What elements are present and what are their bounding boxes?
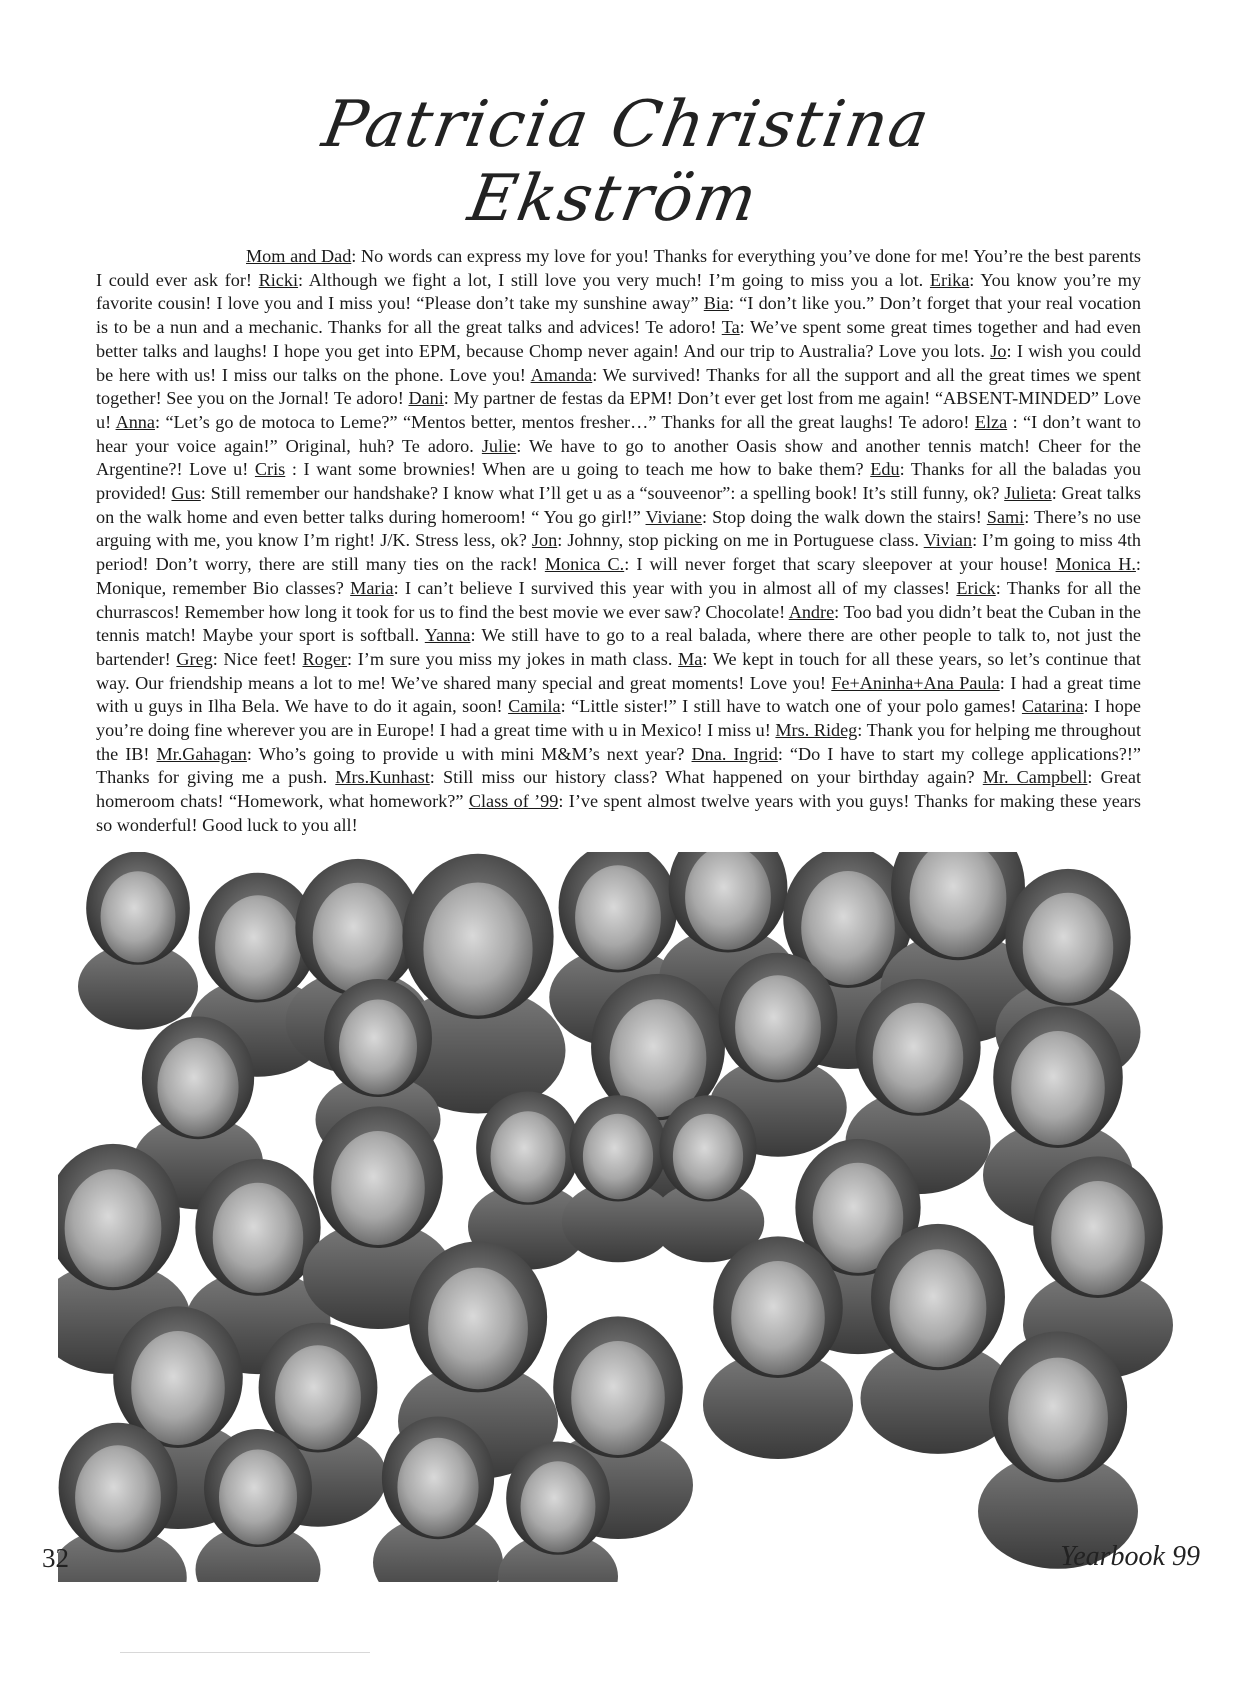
dedication-name: Monica C. bbox=[544, 554, 625, 575]
portrait-photo bbox=[652, 1095, 765, 1262]
photo-collage bbox=[58, 852, 1178, 1582]
dedication-name: Mrs. Rideg bbox=[775, 720, 858, 741]
dedication-message: : I want some brownies! When are u going to teach me how to bake them? bbox=[285, 459, 871, 480]
dedication-name: Camila bbox=[508, 696, 561, 717]
dedication-message: : Monique, remember Bio classes? bbox=[96, 554, 1141, 598]
dedication-name: Amanda bbox=[530, 364, 593, 385]
dedication-message: : I’ve spent almost twelve years with you guys! Thanks for making these years so wonderful! Good luck to you all! bbox=[96, 791, 1141, 835]
dedication-message: : Stop doing the walk down the stairs! bbox=[702, 506, 987, 527]
portrait-photo bbox=[978, 1331, 1138, 1568]
dedication-name: Gus bbox=[171, 483, 201, 504]
dedication-name: Dani bbox=[408, 388, 444, 409]
dedication-name: Erick bbox=[956, 577, 996, 598]
dedication-name: Ricki bbox=[258, 269, 299, 290]
page-title: Patricia Christina Ekström bbox=[317, 88, 936, 236]
dedication-message: : “Little sister!” I still have to watch one of your polo games! bbox=[560, 696, 1022, 717]
dedication-message: : I had a great time with u guys in Ilha Bela. We have to do it again, soon! bbox=[96, 672, 1141, 717]
dedication-name: Edu bbox=[870, 459, 900, 480]
dedication-name: Sami bbox=[986, 506, 1025, 527]
dedication-message: : I’m sure you miss my jokes in math class. bbox=[346, 648, 679, 669]
dedication-name: Julie bbox=[481, 435, 517, 456]
dedication-message: : No words can express my love for you! Thanks for everything you’ve done for me! You’re the best parents I could ever ask for! bbox=[96, 246, 1141, 290]
dedication-message: : I can’t believe I survived this year with you in almost all of my classes! bbox=[393, 577, 957, 598]
dedication-message: : Great homeroom chats! “Homework, what homework?” bbox=[96, 767, 1141, 812]
dedication-message: : “I don’t like you.” Don’t forget that your real vocation is to be a nun and a mechanic. Thanks for all the great talks and advices! Te adoro! bbox=[96, 293, 1141, 338]
dedication-message: : Thank you for helping me throughout the IB! bbox=[96, 720, 1141, 764]
dedication-text bbox=[96, 245, 1141, 838]
dedication-message: : Still remember our handshake? I know what I’ll get u as a “souveenor”: a spelling book! It’s still funny, ok? bbox=[200, 483, 1005, 504]
dedication-name: Mom and Dad bbox=[246, 246, 352, 266]
dedication-message: : I hope you’re doing fine wherever you are in Europe! I had a great time with u in Mexico! I miss u! bbox=[96, 696, 1141, 741]
dedication-message: : There’s no use arguing with me, you know I’m right! J/K. Stress less, ok? bbox=[96, 506, 1141, 551]
footer-label: Yearbook 99 bbox=[1060, 1541, 1200, 1572]
dedication-name: Greg bbox=[176, 648, 213, 669]
dedication-message: : “I don’t want to hear your voice again!” Original, huh? Te adoro. bbox=[96, 411, 1141, 456]
dedication-name: Julieta bbox=[1004, 483, 1052, 504]
footer-divider bbox=[120, 1652, 370, 1653]
dedication-message: : You know you’re my favorite cousin! I love you and I miss you! “Please don’t take my sunshine away” bbox=[96, 269, 1141, 314]
dedication-name: Elza bbox=[974, 411, 1008, 432]
dedication-message: : Although we fight a lot, I still love you very much! I’m going to miss you a lot. bbox=[298, 269, 930, 290]
dedication-name: Vivian bbox=[923, 530, 973, 551]
dedication-name: Monica H. bbox=[1055, 554, 1136, 575]
dedication-message: : I wish you could be here with us! I miss our talks on the phone. Love you! bbox=[96, 340, 1141, 385]
dedication-message: : Thanks for all the churrascos! Remember how long it took for us to find the best movie we ever saw? Chocolate! bbox=[96, 577, 1142, 622]
portrait-photo bbox=[703, 1236, 853, 1459]
dedication-message: : We kept in touch for all these years, so let’s continue that way. Our friendship means a lot to me! We’ve shared many special and great moments! Love you! bbox=[96, 648, 1141, 693]
dedication-message: : Still miss our history class? What happened on your birthday again? bbox=[429, 767, 983, 788]
dedication-message: : We have to go to another Oasis show and another tennis match! Cheer for the Argentine?! Love u! bbox=[96, 435, 1141, 480]
dedication-message: : We still have to go to a real balada, where there are other people to talk to, not just the bartender! bbox=[96, 625, 1141, 669]
dedication-message: : Great talks on the walk home and even better talks during homeroom! “ You go girl!” bbox=[96, 483, 1142, 527]
dedication-message: : I will never forget that scary sleepover at your house! bbox=[624, 554, 1056, 575]
dedication-name: Anna bbox=[115, 411, 155, 432]
dedication-name: Yanna bbox=[424, 625, 471, 646]
dedication-message: : “Let’s go de motoca to Leme?” “Mentos better, mentos fresher…” Thanks for all the great laughs! Te adoro! bbox=[154, 411, 975, 432]
dedication-message: : “Do I have to start my college applications?!” Thanks for giving me a push. bbox=[96, 743, 1141, 788]
dedication-name: Viviane bbox=[645, 506, 702, 527]
dedication-name: Dna. Ingrid bbox=[691, 743, 778, 764]
dedication-name: Catarina bbox=[1021, 696, 1084, 717]
dedication-name: Class of ’99 bbox=[468, 791, 559, 812]
dedication-name: Cris bbox=[254, 459, 286, 480]
dedication-name: Bia bbox=[703, 293, 730, 314]
dedication-name: Ta bbox=[721, 317, 740, 338]
dedication-name: Roger bbox=[302, 648, 347, 669]
dedication-message: : Thanks for all the baladas you provided! bbox=[96, 459, 1141, 504]
dedication-message: : I’m going to miss 4th period! Don’t worry, there are still many ties on the rack! bbox=[96, 530, 1141, 575]
dedication-name: Jon bbox=[531, 530, 558, 551]
page-number: 32 bbox=[42, 1543, 69, 1573]
dedication-name: Jo bbox=[990, 340, 1007, 361]
dedication-name: Mrs.Kunhast bbox=[335, 767, 430, 788]
dedication-message: : Johnny, stop picking on me in Portuguese class. bbox=[557, 530, 924, 551]
dedication-message: : Nice feet! bbox=[212, 648, 303, 669]
dedication-name: Ma bbox=[678, 648, 703, 669]
dedication-message: : Who’s going to provide u with mini M&M’s next year? bbox=[246, 743, 692, 764]
dedication-name: Fe+Aninha+Ana Paula bbox=[831, 672, 1000, 693]
dedication-name: Mr. Campbell bbox=[982, 767, 1088, 788]
dedication-name: Erika bbox=[929, 269, 970, 290]
dedication-message: : Too bad you didn’t beat the Cuban in the tennis match! Maybe your sport is softball. bbox=[96, 601, 1141, 646]
dedication-message: : We survived! Thanks for all the support and all the great times we spent together! See you on the Jornal! Te adoro! bbox=[96, 364, 1141, 409]
dedication-name: Mr.Gahagan bbox=[156, 743, 247, 764]
dedication-message: : My partner de festas da EPM! Don’t ever get lost from me again! “ABSENT-MINDED” Love u! bbox=[96, 388, 1141, 432]
portrait-photo bbox=[78, 852, 198, 1030]
dedication-message: : We’ve spent some great times together and had even better talks and laughs! I hope you get into EPM, because Chomp never again! And our trip to Australia? Love you lots. bbox=[96, 317, 1142, 361]
dedication-name: Maria bbox=[350, 577, 394, 598]
dedication-name: Andre bbox=[788, 601, 835, 622]
